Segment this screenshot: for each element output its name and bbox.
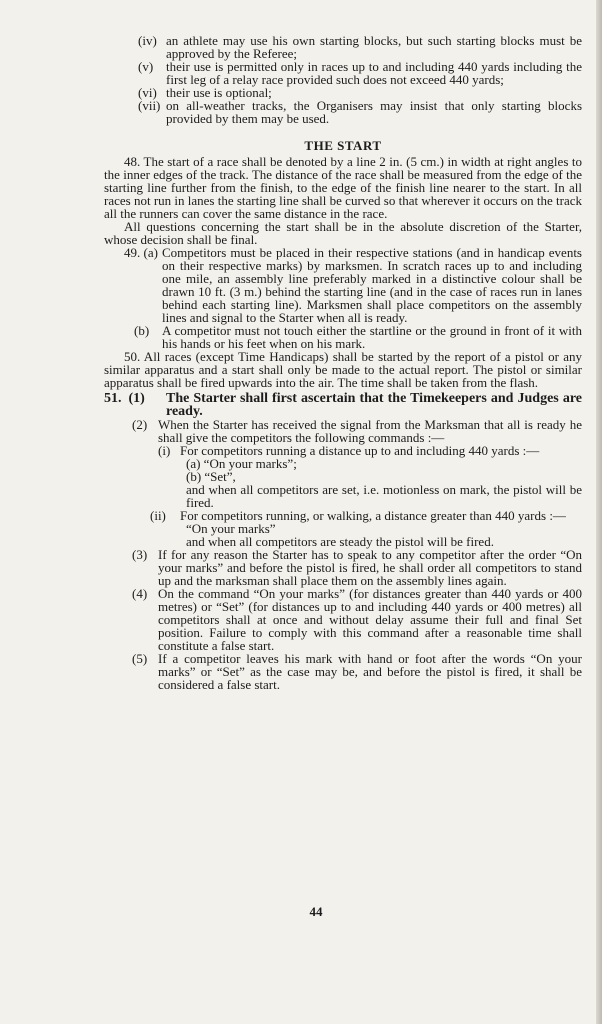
page-number: 44 <box>309 904 323 919</box>
rule-51-2-ii-quote: “On your marks” <box>186 521 276 536</box>
rule-49-b: (b) A competitor must not touch either the startline or the ground in front of it with his hands or his feet when on his mark. <box>134 323 582 351</box>
rule-48-paragraph: 48. The start of a race shall be denoted by a line 2 in. (5 cm.) in width at right angles to the inner edges of the track. The distance of the race shall be measured from the edge of the starting line further from the finish, to the edge of the finish line nearer to the start. In all races not run in lanes the starting line shall be curved so that wherever it occurs on the track all the runners can cover the same distance in the race. <box>104 154 582 221</box>
rule-47-item-v: (v) their use is permitted only in races up to and including 440 yards including the first leg of a relay race provided such does not exceed 440 yards; <box>138 59 582 87</box>
rule-51-2-i: (i) For competitors running a distance up to and including 440 yards :— <box>158 443 540 458</box>
rule-51-5: (5) If a competitor leaves his mark with hand or foot after the words “On your marks” or “Set” as the case may be, and before the pistol is fired, it shall be considered a false start. <box>132 651 582 692</box>
rule-51-2-ii: (ii) For competitors running, or walking, a distance greater than 440 yards :— <box>150 508 566 523</box>
rule-47-list <box>138 34 582 125</box>
rule-51-2: (2) When the Starter has received the signal from the Marksman that all is ready he shall give the competitors the following commands :— <box>132 417 582 445</box>
rule-51-3: (3) If for any reason the Starter has to speak to any competitor after the order “On your marks” and before the pistol is fired, he shall order all competitors to stand up and the marksman shall place them on the assembly lines again. <box>132 547 582 588</box>
rule-51-1: 51. (1) The Starter shall first ascertain that the Timekeepers and Judges are ready. <box>104 391 582 419</box>
rule-51-4: (4) On the command “On your marks” (for distances greater than 440 yards or 400 metres) or “Set” (for distances up to and including 440 yards or 400 metres) all competitors shall at once and without delay assume their full and final Set position. Failure to comply with this command after a reasonable time shall constitute a false start. <box>132 586 582 653</box>
rule-51-2-ii-end: and when all competitors are steady the pistol will be fired. <box>186 534 494 549</box>
rule-49 <box>104 246 582 350</box>
rule-47-item-iv: (iv) an athlete may use his own starting blocks, but such starting blocks must be approved by the Referee; <box>138 33 582 61</box>
rule-48-discretion-paragraph: All questions concerning the start shall be in the absolute discretion of the Starter, whose decision shall be final. <box>104 219 582 247</box>
rule-47-item-vii: (vii) on all-weather tracks, the Organisers may insist that only starting blocks provided by them may be used. <box>138 98 582 126</box>
rule-51-2-i-b: (b) “Set”, <box>186 469 236 484</box>
rule-51-2-i-a: (a) “On your marks”; <box>186 456 297 471</box>
page-edge-shadow <box>596 0 602 1024</box>
rule-47-item-vi: (vi) their use is optional; <box>138 85 272 100</box>
section-heading: THE START <box>304 138 382 153</box>
rule-50-paragraph: 50. All races (except Time Handicaps) shall be started by the report of a pistol or any similar apparatus and a start shall only be made to the actual report. The pistol or similar apparatus shall be fired upwards into the air. The time shall be taken from the flash. <box>104 349 582 390</box>
rule-51-2-i-end: and when all competitors are set, i.e. motionless on mark, the pistol will be fired. <box>186 482 582 510</box>
rule-49-a: 49. (a) Competitors must be placed in their respective stations (and in handicap events on their respective marks) by marksmen. In scratch races up to and including one mile, an assembly line preferably marked in a distinctive colour shall be drawn 10 ft. (3 m.) behind the starting line (and in the case of races run in lanes behind each starting line). Marksmen shall place competitors on the assembly lines and signal to the Starter when all is ready. <box>124 245 582 325</box>
rule-51 <box>104 392 582 691</box>
